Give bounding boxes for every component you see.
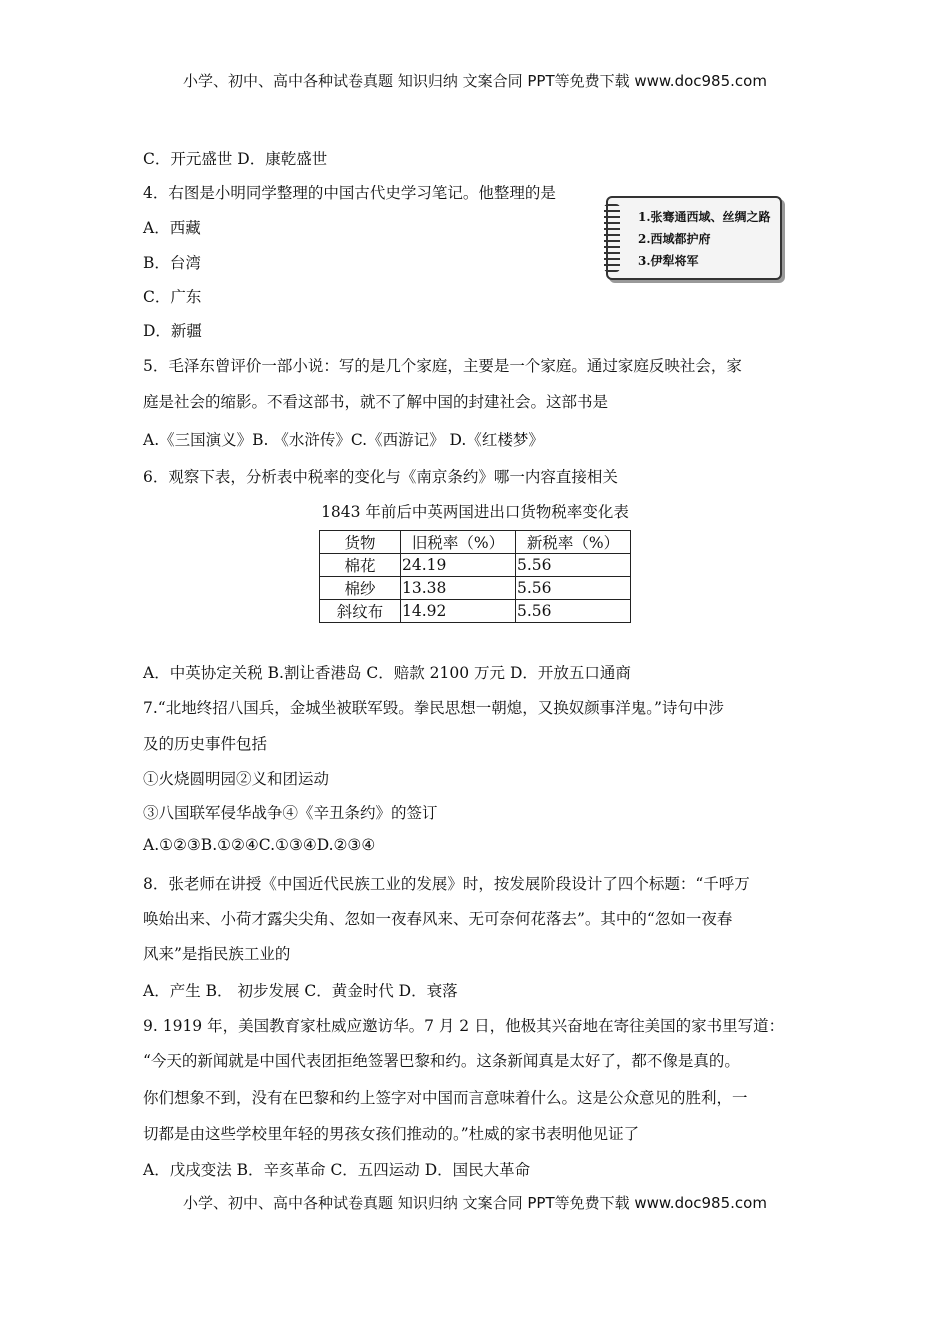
text-line: B．台湾 — [143, 254, 201, 272]
cell: 5.56 — [516, 554, 631, 577]
cell: 24.19 — [401, 554, 516, 577]
cell: 13.38 — [401, 577, 516, 600]
text-line: A．西藏 — [143, 219, 201, 237]
note-item: 3.伊犁将军 — [638, 254, 699, 268]
text-line: 4．右图是小明同学整理的中国古代史学习笔记。他整理的是 — [143, 184, 556, 202]
page-header: 小学、初中、高中各种试卷真题 知识归纳 文案合同 PPT等免费下载 www.doc985.com — [183, 72, 767, 90]
text-line: D．新疆 — [143, 322, 202, 340]
text-line: A．中英协定关税 B.割让香港岛 C．赔款 2100 万元 D．开放五口通商 — [143, 664, 631, 682]
tax-rate-table — [319, 530, 631, 623]
text-line: A.①②③B.①②④C.①③④D.②③④ — [143, 836, 376, 854]
text-line: 及的历史事件包括 — [143, 735, 268, 753]
cell: 棉花 — [320, 554, 401, 577]
text-line: 9. 1919 年，美国教育家杜威应邀访华。7 月 2 日，他极其兴奋地在寄往美国的家书里写道： — [143, 1017, 785, 1035]
cell: 斜纹布 — [320, 600, 401, 623]
text-line: 庭是社会的缩影。不看这部书，就不了解中国的封建社会。这部书是 — [143, 393, 609, 411]
header-cell: 旧税率（%） — [401, 531, 516, 554]
text-line: 8．张老师在讲授《中国近代民族工业的发展》时，按发展阶段设计了四个标题：“千呼万 — [143, 875, 750, 893]
table-header-row — [320, 531, 631, 554]
cell: 5.56 — [516, 577, 631, 600]
cell: 棉纱 — [320, 577, 401, 600]
header-cell: 货物 — [320, 531, 401, 554]
text-line: 7.“北地终招八国兵，金城坐被联军毁。拳民思想一朝熄，又换奴颜事洋鬼。”诗句中涉 — [143, 699, 724, 717]
text-line: A．产生 B． 初步发展 C．黄金时代 D．衰落 — [143, 982, 458, 1000]
table-row — [320, 600, 631, 623]
text-line: ①火烧圆明园②义和团运动 — [143, 770, 330, 788]
notebook-image — [606, 196, 782, 280]
text-line: 5．毛泽东曾评价一部小说：写的是几个家庭，主要是一个家庭。通过家庭反映社会，家 — [143, 357, 742, 375]
table-row — [320, 577, 631, 600]
text-line: ③八国联军侵华战争④《辛丑条约》的签订 — [143, 804, 438, 822]
text-line: 风来”是指民族工业的 — [143, 945, 291, 963]
text-line: A.《三国演义》B. 《水浒传》C.《西游记》 D.《红楼梦》 — [143, 431, 544, 449]
text-line: C．开元盛世 D．康乾盛世 — [143, 150, 328, 168]
spiral-binding-icon — [604, 204, 620, 272]
text-line: 你们想象不到，没有在巴黎和约上签字对中国而言意味着什么。这是公众意见的胜利，一 — [143, 1089, 748, 1107]
text-line: 6．观察下表，分析表中税率的变化与《南京条约》哪一内容直接相关 — [143, 468, 618, 486]
header-cell: 新税率（%） — [516, 531, 631, 554]
note-item: 1.张骞通西域、丝绸之路 — [638, 210, 771, 224]
table-row — [320, 554, 631, 577]
text-line: 切都是由这些学校里年轻的男孩女孩们推动的。”杜威的家书表明他见证了 — [143, 1125, 640, 1143]
text-line: “今天的新闻就是中国代表团拒绝签署巴黎和约。这条新闻真是太好了，都不像是真的。 — [143, 1052, 740, 1070]
table-title: 1843 年前后中英两国进出口货物税率变化表 — [321, 503, 629, 521]
cell: 5.56 — [516, 600, 631, 623]
text-line: A．戊戌变法 B．辛亥革命 C．五四运动 D．国民大革命 — [143, 1161, 531, 1179]
text-line: 唤始出来、小荷才露尖尖角、忽如一夜春风来、无可奈何花落去”。其中的“忽如一夜春 — [143, 910, 733, 928]
cell: 14.92 — [401, 600, 516, 623]
note-item: 2.西域都护府 — [638, 232, 711, 246]
text-line: C．广东 — [143, 288, 202, 306]
page-footer: 小学、初中、高中各种试卷真题 知识归纳 文案合同 PPT等免费下载 www.doc985.com — [183, 1194, 767, 1212]
